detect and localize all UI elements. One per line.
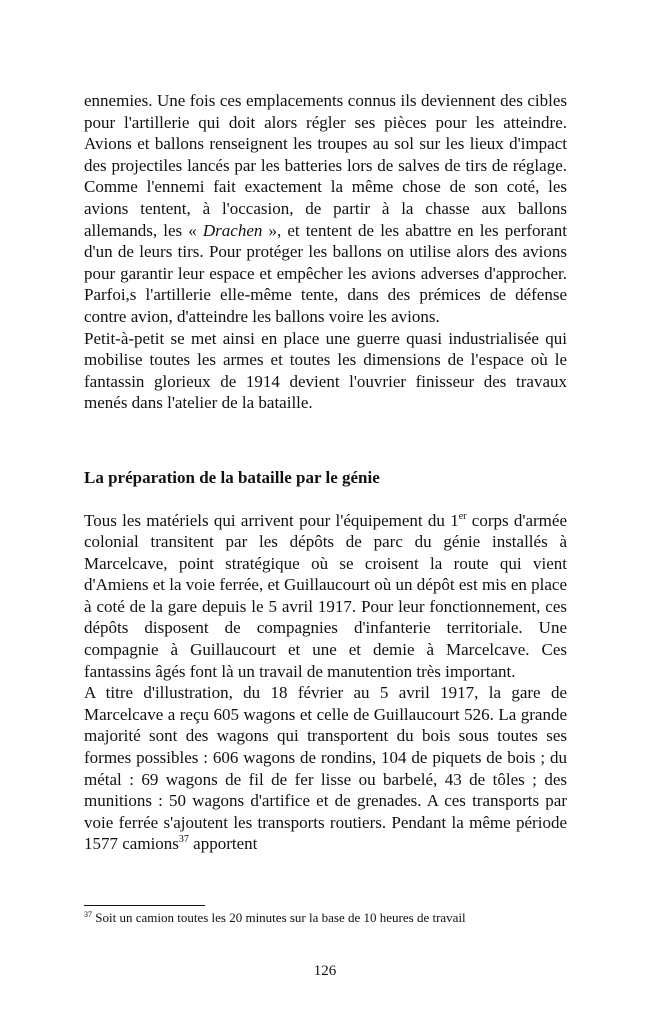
footnote-divider <box>84 905 205 906</box>
paragraph-wagons <box>84 682 567 855</box>
footnote-text: Soit un camion toutes les 20 minutes sur la base de 10 heures de travail <box>92 910 466 925</box>
footnote-number: 37 <box>84 910 92 919</box>
paragraph-text: A titre d'illustration, du 18 février au 5 avril 1917, la gare de Marcelcave a reçu 605 wagons et celle de Guillaucourt 526. La grande majorité sont des wagons qui transportent du bois sous toutes ses formes possibles : 606 wagons de rondins, 104 de piquets de bois ; du métal : 69 wagons de fil de fer lisse ou barbelé, 43 de tôles ; des munitions : 50 wagons d'artifice et de grenades. A ces transports par voie ferrée s'ajoutent les transports routiers. Pendant la même période 1577 camions <box>84 683 567 854</box>
section-heading: La préparation de la bataille par le génie <box>84 467 380 487</box>
page-body <box>84 90 567 855</box>
paragraph-text-continued: apportent <box>188 834 258 854</box>
footnote-reference[interactable]: 37 <box>178 834 189 846</box>
paragraph-text-continued: », et tentent de les abattre en les perforant d'un de leurs tirs. Pour protéger les ballons on utilise alors des avions pour garantir leur espace et empêcher les avions adverses d'approcher. Parfoi,s l'artillerie elle-même tente, dans des prémices de défense contre avion, d'atteindre les ballons voire les avions. <box>84 220 567 326</box>
paragraph-text: Tous les matériels qui arrivent pour l'équipement du 1 <box>84 510 459 530</box>
paragraph-industrialized-war: Petit-à-petit se met ainsi en place une guerre quasi industrialisée qui mobilise toutes les armes et toutes les dimensions de l'espace où le fantassin glorieux de 1914 devient l'ouvrier finisseur des travaux menés dans l'atelier de la bataille. <box>84 328 567 413</box>
paragraph-depots <box>84 510 567 683</box>
paragraph-text: ennemies. Une fois ces emplacements connus ils deviennent des cibles pour l'artillerie qui doit alors régler ses pièces pour les atteindre. Avions et ballons renseignent les troupes au sol sur les lieux d'impact des projectiles lancés par les batteries lors de salves de tirs de réglage. Comme l'ennemi fait exactement la même chose de son coté, les avions tentent, à l'occasion, de partir à la chasse aux ballons allemands, les « <box>84 91 567 240</box>
paragraph-artillery-balloons <box>84 90 567 328</box>
paragraph-text-continued: corps d'armée colonial transitent par les dépôts de parc du génie installés à Marcelcave, point stratégique où se croisent la route qui vient d'Amiens et la voie ferrée, et Guillaucourt où un dépôt est mis en place à coté de la gare depuis le 5 avril 1917. Pour leur fonctionnement, ces dépôts disposent de compagnies d'infanterie territoriale. Une compagnie à Guillaucourt et une et demie à Marcelcave. Ces fantassins âgés font là un travail de manutention très important. <box>84 510 567 681</box>
footnote <box>84 910 567 926</box>
ordinal-superscript: er <box>458 510 467 522</box>
page-number: 126 <box>313 963 337 979</box>
italic-term-drachen: Drachen <box>202 220 263 240</box>
